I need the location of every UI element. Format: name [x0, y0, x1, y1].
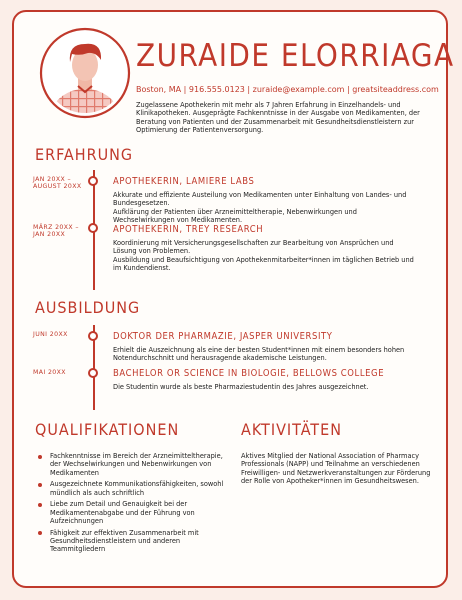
qualification-text: Liebe zum Detail und Genauigkeit bei der Medikamentenabgabe und der Führung von Aufzeichnungen [50, 500, 195, 525]
timeline-dot [88, 331, 98, 341]
section-heading-qualifications: QUALIFIKATIONEN [35, 420, 180, 439]
experience-date: MÄRZ 20XX – JAN 20XX [33, 224, 79, 239]
education-description [113, 383, 418, 391]
contact-line: Boston, MA | 916.555.0123 | zuraide@example.com | greatsiteaddress.com [136, 85, 439, 94]
list-item [36, 500, 232, 525]
qualifications-list [36, 452, 232, 557]
timeline-dot [88, 223, 98, 233]
bullet-icon [38, 455, 42, 459]
experience-line: Akkurate und effiziente Austeilung von Medikamenten unter Einhaltung von Landes- und Bundesgesetzen. [113, 191, 407, 208]
education-line: Die Studentin wurde als beste Pharmaziestudentin des Jahres ausgezeichnet. [113, 383, 369, 391]
experience-role: APOTHEKERIN, TREY RESEARCH [113, 224, 264, 235]
education-line: Erhielt die Auszeichnung als eine der besten Student*innen mit einem besonders hohen Notendurchschnitt und herausragende akademische Leistungen. [113, 346, 405, 363]
qualification-text: Fachkenntnisse im Bereich der Arzneimitteltherapie, der Wechselwirkungen und Nebenwirkungen von Medikamenten [50, 452, 223, 477]
list-item [36, 480, 232, 497]
education-description [113, 346, 418, 363]
bullet-icon [38, 483, 42, 487]
person-avatar-icon [38, 26, 132, 120]
education-degree: BACHELOR OR SCIENCE IN BIOLOGIE, BELLOWS COLLEGE [113, 368, 385, 379]
section-heading-activities: AKTIVITÄTEN [241, 420, 342, 439]
candidate-name: ZURAIDE ELORRIAGA [136, 38, 455, 74]
bullet-icon [38, 531, 42, 535]
education-date: JUNI 20XX [33, 331, 68, 338]
experience-line: Aufklärung der Patienten über Arzneimitteltherapie, Nebenwirkungen und Wechselwirkungen von Medikamenten. [113, 207, 357, 225]
experience-role: APOTHEKERIN, LAMIERE LABS [113, 176, 255, 187]
experience-description [113, 239, 418, 273]
qualification-text: Ausgezeichnete Kommunikationsfähigkeiten, sowohl mündlich als auch schriftlich [50, 480, 224, 497]
list-item [36, 529, 232, 554]
bullet-icon [38, 503, 42, 507]
section-heading-experience: ERFAHRUNG [35, 145, 134, 164]
experience-date: JAN 20XX – AUGUST 20XX [33, 176, 82, 191]
education-degree: DOKTOR DER PHARMAZIE, JASPER UNIVERSITY [113, 331, 333, 342]
education-date: MAI 20XX [33, 369, 66, 376]
timeline-dot [88, 176, 98, 186]
experience-line: Ausbildung und Beaufsichtigung von Apothekenmitarbeiter*innen im täglichen Betrieb und im Kundendienst. [113, 255, 414, 273]
list-item [36, 452, 232, 477]
experience-description [113, 191, 418, 225]
timeline-dot [88, 368, 98, 378]
section-heading-education: AUSBILDUNG [35, 298, 141, 317]
profile-summary: Zugelassene Apothekerin mit mehr als 7 Jahren Erfahrung in Einzelhandels- und Klinikapotheken. Ausgeprägte Fachkenntnisse in der Ausgabe von Medikamenten, der Beratung von Patienten und der Zusammenarbeit mit Gesundheitsdienstleistern zur Optimierung der Patientenversorgung. [136, 101, 420, 135]
activities-text: Aktives Mitglied der National Association of Pharmacy Professionals (NAPP) und Teilnahme an verschiedenen Freiwilligen- und Netzwerkveranstaltungen zur Förderung der Rolle von Apotheker*innen im Gesundheitswesen. [241, 452, 431, 485]
qualification-text: Fähigkeit zur effektiven Zusammenarbeit mit Gesundheitsdienstleistern und anderen Teammitgliedern [50, 528, 199, 554]
experience-line: Koordinierung mit Versicherungsgesellschaften zur Bearbeitung von Ansprüchen und Lösung von Problemen. [113, 239, 394, 256]
